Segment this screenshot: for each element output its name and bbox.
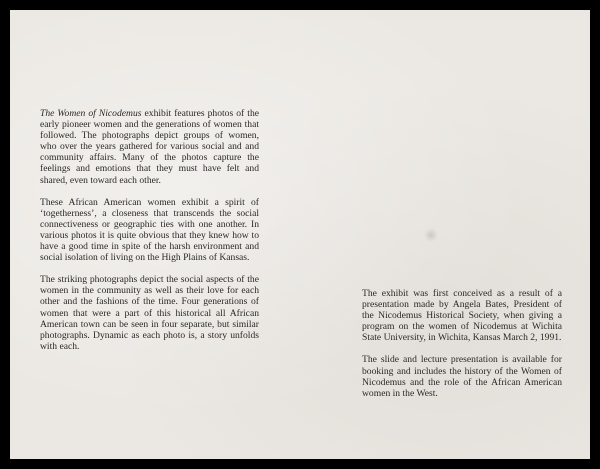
intro-paragraph-text: exhibit features photos of the early pioneer women and the generations of women that followed. The photographs depict groups of women, who over the years gathered for various social and and community affairs. Many of the photos capture the feelings and emotions that they must have felt and shared, even toward each other.	[40, 108, 259, 186]
right-column	[362, 288, 562, 410]
exhibit-title: The Women of Nicodemus	[40, 108, 142, 119]
origin-paragraph: The exhibit was first conceived as a result of a presentation made by Angela Bates, President of the Nicodemus Historical Society, when giving a program on the women of Nicodemus at Wichita State University, in Wichita, Kansas March 2, 1991.	[362, 288, 562, 344]
document-page	[10, 10, 590, 459]
booking-paragraph: The slide and lecture presentation is available for booking and includes the history of the Women of Nicodemus and the role of the African American women in the West.	[362, 354, 562, 399]
photographs-paragraph: The striking photographs depict the social aspects of the women in the community as well as their love for each other and the fashions of the time. Four generations of women that were a part of this historical all African American town can be seen in four separate, but similar photographs. Dynamic as each photo is, a story unfolds with each.	[40, 274, 259, 352]
intro-paragraph	[40, 108, 259, 186]
paper-smudge	[424, 228, 438, 242]
togetherness-paragraph: These African American women exhibit a spirit of ‘togetherness’, a closeness that transcends the social connectiveness or geographic ties with one another. In various photos it is quite obvious that they knew how to have a good time in spite of the harsh environment and social isolation of living on the High Plains of Kansas.	[40, 196, 259, 264]
left-column	[40, 108, 259, 363]
